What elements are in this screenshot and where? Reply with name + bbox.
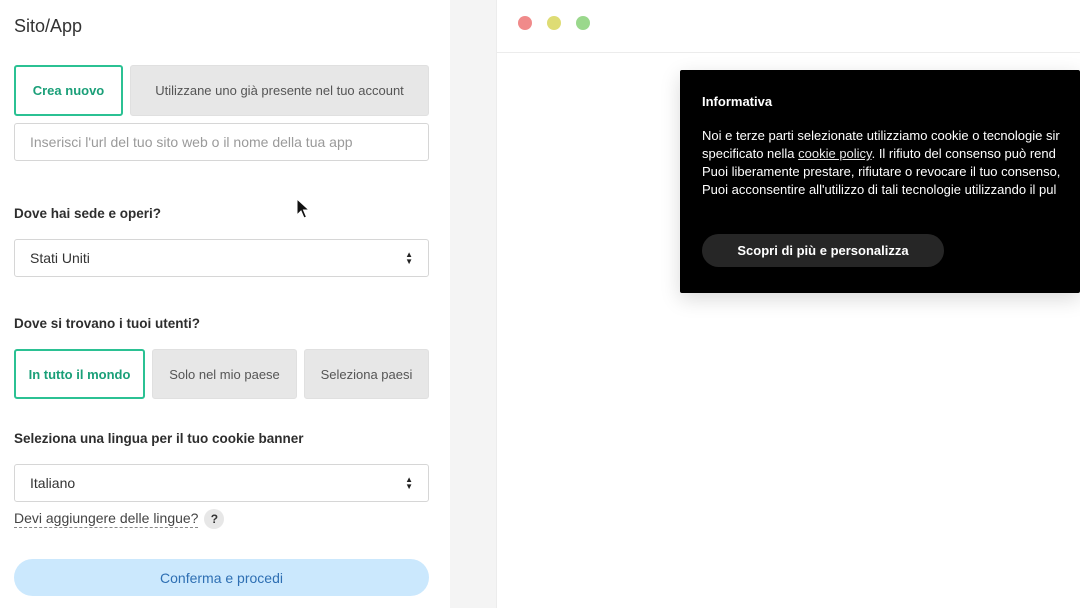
banner-title: Informativa bbox=[702, 94, 773, 109]
location-label: Dove hai sede e operi? bbox=[14, 206, 162, 221]
setup-form-panel bbox=[0, 0, 450, 608]
window-maximize-dot-icon bbox=[576, 16, 590, 30]
location-select[interactable] bbox=[14, 239, 429, 277]
cookie-policy-link[interactable]: cookie policy bbox=[798, 146, 872, 161]
create-new-button[interactable]: Crea nuovo bbox=[14, 65, 123, 116]
help-icon[interactable]: ? bbox=[204, 509, 224, 529]
section-title: Sito/App bbox=[14, 16, 83, 36]
banner-line: Puoi liberamente prestare, rifiutare o revocare il tuo consenso, bbox=[702, 164, 1061, 179]
learn-more-customize-button[interactable]: Scopri di più e personalizza bbox=[702, 234, 944, 267]
users-location-label: Dove si trovano i tuoi utenti? bbox=[14, 316, 201, 331]
use-existing-button[interactable]: Utilizzane uno già presente nel tuo account bbox=[130, 65, 429, 116]
banner-line: Noi e terze parti selezionate utilizziamo cookie o tecnologie sir bbox=[702, 128, 1060, 143]
window-minimize-dot-icon bbox=[547, 16, 561, 30]
confirm-button[interactable]: Conferma e procedi bbox=[14, 559, 429, 596]
browser-toolbar bbox=[497, 0, 1080, 53]
mouse-pointer-icon bbox=[296, 198, 310, 220]
sort-arrows-icon: ▲ ▼ bbox=[405, 475, 413, 491]
users-worldwide-button[interactable]: In tutto il mondo bbox=[14, 349, 145, 399]
users-my-country-button[interactable]: Solo nel mio paese bbox=[152, 349, 297, 399]
language-label: Seleziona una lingua per il tuo cookie banner bbox=[14, 431, 304, 446]
location-value: Stati Uniti bbox=[30, 250, 90, 266]
add-languages-link[interactable]: Devi aggiungere delle lingue? bbox=[14, 510, 199, 526]
users-select-countries-button[interactable]: Seleziona paesi bbox=[304, 349, 429, 399]
banner-text bbox=[702, 127, 1060, 199]
sort-arrows-icon: ▲ ▼ bbox=[405, 250, 413, 266]
language-value: Italiano bbox=[30, 475, 76, 491]
banner-line: specificato nella cookie policy. Il rifiuto del consenso può rend bbox=[702, 146, 1056, 161]
banner-line: Puoi acconsentire all'utilizzo di tali tecnologie utilizzando il pul bbox=[702, 182, 1057, 197]
add-languages-row bbox=[14, 509, 224, 529]
site-url-input[interactable] bbox=[14, 123, 429, 161]
cookie-banner-preview bbox=[680, 70, 1080, 293]
window-close-dot-icon bbox=[518, 16, 532, 30]
language-select[interactable] bbox=[14, 464, 429, 502]
